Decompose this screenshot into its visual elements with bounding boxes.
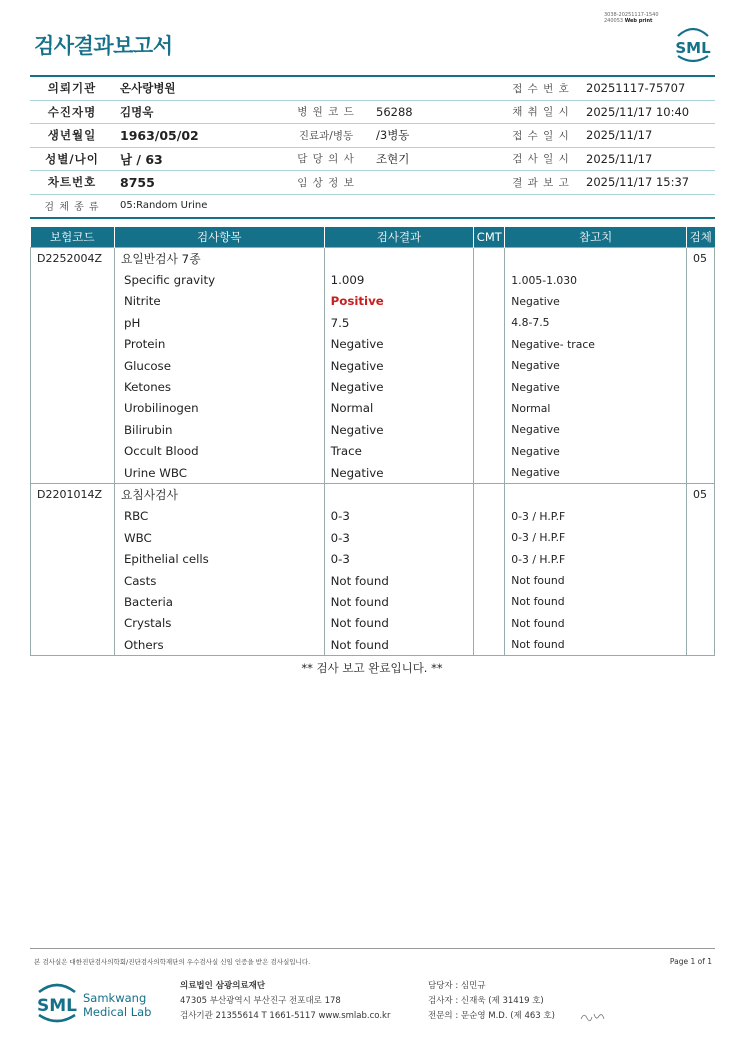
table-row: [31, 548, 715, 569]
reference-value: Not found: [505, 634, 687, 656]
cmt-cell: [474, 269, 505, 290]
test-item: RBC: [114, 506, 324, 527]
sml-logo-icon: [672, 24, 714, 64]
col-specimen: 검체: [686, 227, 714, 248]
ref-cell: [505, 484, 687, 506]
specimen-code: [686, 527, 714, 548]
specimen-code: [686, 419, 714, 440]
cmt-cell: [474, 312, 505, 333]
reference-value: 0-3 / H.P.F: [505, 506, 687, 527]
insurance-code: [31, 548, 115, 569]
birth-label: 생년월일: [30, 124, 114, 148]
reception-no-value: 20251117-75707: [580, 76, 715, 100]
hospital-code-value: 56288: [370, 100, 502, 124]
reference-value: Negative: [505, 355, 687, 376]
reference-value: Negative: [505, 441, 687, 462]
specimen-code: [686, 506, 714, 527]
patient-value: 김명욱: [114, 100, 282, 124]
cmt-cell: [474, 376, 505, 397]
print-code: 3038-20251117-1540 240053 Web print: [604, 12, 659, 24]
specimen-code: [686, 398, 714, 419]
specimen-code: [686, 376, 714, 397]
table-row: [31, 527, 715, 548]
reference-value: Negative- trace: [505, 334, 687, 355]
test-item: Bilirubin: [114, 419, 324, 440]
certification-text: 본 검사실은 대한진단검사의학회/진단검사의학재단의 우수검사실 신임 인증을 받은 검사실입니다.: [34, 958, 311, 966]
page-title: 검사결과보고서: [34, 34, 173, 58]
test-item: Urobilinogen: [114, 398, 324, 419]
hospital-code-label: 병 원 코 드: [282, 100, 370, 124]
test-item: WBC: [114, 527, 324, 548]
result-cell: [324, 248, 474, 270]
table-row: [31, 355, 715, 376]
reference-value: Not found: [505, 613, 687, 634]
test-result: Not found: [324, 570, 474, 591]
specimen-code: [686, 591, 714, 612]
org-contact: 검사기관 21355614 T 1661-5117 www.smlab.co.kr: [180, 1011, 391, 1021]
cmt-cell: [474, 484, 505, 506]
table-row: [31, 419, 715, 440]
requester-label: 의뢰기관: [30, 76, 114, 100]
specimen-code: [686, 269, 714, 290]
chart-value: 8755: [114, 171, 282, 195]
specimen-code: [686, 548, 714, 569]
ref-cell: [505, 248, 687, 270]
insurance-code: [31, 591, 115, 612]
insurance-code: [31, 570, 115, 591]
test-result: Not found: [324, 591, 474, 612]
sex-age-value: 남 / 63: [114, 147, 282, 171]
group-name: 요일반검사 7종: [114, 248, 324, 270]
footer-divider: [30, 948, 715, 949]
test-result: Negative: [324, 376, 474, 397]
insurance-code: [31, 419, 115, 440]
logo-text: SML: [675, 39, 711, 57]
cmt-cell: [474, 548, 505, 569]
test-result: Negative: [324, 419, 474, 440]
test-item: Nitrite: [114, 291, 324, 312]
test-item: Crystals: [114, 613, 324, 634]
test-result: Positive: [324, 291, 474, 312]
signers-block: [428, 979, 555, 1024]
specimen-code: [686, 570, 714, 591]
cmt-cell: [474, 506, 505, 527]
col-insurance-code: 보험코드: [31, 227, 115, 248]
insurance-code: [31, 355, 115, 376]
insurance-code: [31, 376, 115, 397]
insurance-code: [31, 291, 115, 312]
col-reference: 참고치: [505, 227, 687, 248]
table-row: [31, 398, 715, 419]
specimen-code: [686, 355, 714, 376]
cmt-cell: [474, 334, 505, 355]
cmt-cell: [474, 419, 505, 440]
lab-name-line2: Medical Lab: [83, 1005, 152, 1019]
test-item: Protein: [114, 334, 324, 355]
birth-value: 1963/05/02: [114, 124, 282, 148]
org-name: 의료법인 삼광의료재단: [180, 981, 266, 991]
specimen-code: [686, 613, 714, 634]
reception-no-label: 접 수 번 호: [502, 76, 580, 100]
specimen-code: [686, 462, 714, 484]
sex-age-label: 성별/나이: [30, 147, 114, 171]
org-address: 47305 부산광역시 부산진구 전포대로 178: [180, 996, 341, 1006]
test-result: Not found: [324, 634, 474, 656]
requester-value: 온사랑병원: [114, 76, 282, 100]
test-item: Bacteria: [114, 591, 324, 612]
test-result: 7.5: [324, 312, 474, 333]
test-item: Ketones: [114, 376, 324, 397]
test-result: 0-3: [324, 548, 474, 569]
clinical-label: 임 상 정 보: [282, 171, 370, 195]
reference-value: Negative: [505, 419, 687, 440]
chart-label: 차트번호: [30, 171, 114, 195]
test-item: Occult Blood: [114, 441, 324, 462]
test-item: Urine WBC: [114, 462, 324, 484]
test-item: Casts: [114, 570, 324, 591]
test-result: Negative: [324, 334, 474, 355]
specimen-code: 05: [686, 484, 714, 506]
group-name: 요침사검사: [114, 484, 324, 506]
tester-line: 검사자 : 신재욱 (제 31419 호): [428, 996, 544, 1006]
insurance-code: D2201014Z: [31, 484, 115, 506]
specimen-label: 검 체 종 류: [30, 194, 114, 218]
doctor-label: 담 당 의 사: [282, 147, 370, 171]
specimen-code: 05: [686, 248, 714, 270]
test-result: Negative: [324, 355, 474, 376]
col-result: 검사결과: [324, 227, 474, 248]
result-cell: [324, 484, 474, 506]
reference-value: Negative: [505, 376, 687, 397]
table-row: [31, 376, 715, 397]
tested-value: 2025/11/17: [580, 147, 715, 171]
specimen-code: [686, 441, 714, 462]
specimen-code: [686, 634, 714, 656]
received-value: 2025/11/17: [580, 124, 715, 148]
table-row: [31, 269, 715, 290]
insurance-code: [31, 462, 115, 484]
cmt-cell: [474, 591, 505, 612]
insurance-code: [31, 334, 115, 355]
cmt-cell: [474, 462, 505, 484]
test-result: Normal: [324, 398, 474, 419]
dept-label: 진료과/병동: [282, 124, 370, 148]
results-table: [30, 227, 715, 656]
reference-value: 0-3 / H.P.F: [505, 527, 687, 548]
insurance-code: [31, 269, 115, 290]
test-item: Glucose: [114, 355, 324, 376]
collected-value: 2025/11/17 10:40: [580, 100, 715, 124]
manager-line: 담당자 : 심민규: [428, 981, 486, 991]
reference-value: 1.005-1.030: [505, 269, 687, 290]
insurance-code: [31, 634, 115, 656]
insurance-code: [31, 398, 115, 419]
test-item: pH: [114, 312, 324, 333]
test-result: 1.009: [324, 269, 474, 290]
col-cmt: CMT: [474, 227, 505, 248]
insurance-code: D2252004Z: [31, 248, 115, 270]
reference-value: Not found: [505, 570, 687, 591]
signature-icon: [579, 1010, 609, 1024]
cmt-cell: [474, 398, 505, 419]
cmt-cell: [474, 291, 505, 312]
cmt-cell: [474, 248, 505, 270]
group-row: [31, 248, 715, 270]
specialist-line: 전문의 : 문순영 M.D. (제 463 호): [428, 1011, 555, 1021]
cmt-cell: [474, 613, 505, 634]
col-test-item: 검사항목: [114, 227, 324, 248]
patient-label: 수진자명: [30, 100, 114, 124]
table-row: [31, 506, 715, 527]
cmt-cell: [474, 570, 505, 591]
page-number: Page 1 of 1: [669, 957, 712, 966]
test-result: Trace: [324, 441, 474, 462]
reference-value: Negative: [505, 462, 687, 484]
table-row: [31, 462, 715, 484]
test-item: Specific gravity: [114, 269, 324, 290]
test-result: 0-3: [324, 527, 474, 548]
reported-label: 결 과 보 고: [502, 171, 580, 195]
table-row: [31, 591, 715, 612]
patient-info-table: [30, 75, 715, 219]
test-item: Others: [114, 634, 324, 656]
test-result: Not found: [324, 613, 474, 634]
insurance-code: [31, 613, 115, 634]
group-row: [31, 484, 715, 506]
org-block: [180, 979, 390, 1024]
reported-value: 2025/11/17 15:37: [580, 171, 715, 195]
test-result: Negative: [324, 462, 474, 484]
reference-value: Not found: [505, 591, 687, 612]
insurance-code: [31, 312, 115, 333]
test-item: Epithelial cells: [114, 548, 324, 569]
insurance-code: [31, 506, 115, 527]
collected-label: 채 취 일 시: [502, 100, 580, 124]
received-label: 접 수 일 시: [502, 124, 580, 148]
lab-name-line1: Samkwang: [83, 991, 147, 1005]
reference-value: Negative: [505, 291, 687, 312]
cmt-cell: [474, 527, 505, 548]
reference-value: Normal: [505, 398, 687, 419]
reference-value: 0-3 / H.P.F: [505, 548, 687, 569]
table-row: [31, 334, 715, 355]
table-row: [31, 634, 715, 656]
table-row: [31, 441, 715, 462]
tested-label: 검 사 일 시: [502, 147, 580, 171]
reference-value: 4.8-7.5: [505, 312, 687, 333]
specimen-code: [686, 334, 714, 355]
table-row: [31, 613, 715, 634]
specimen-code: [686, 291, 714, 312]
doctor-value: 조현기: [370, 147, 502, 171]
table-row: [31, 570, 715, 591]
insurance-code: [31, 527, 115, 548]
cmt-cell: [474, 634, 505, 656]
cmt-cell: [474, 441, 505, 462]
dept-value: /3병동: [370, 124, 502, 148]
cmt-cell: [474, 355, 505, 376]
clinical-value: [370, 171, 502, 195]
specimen-value: 05:Random Urine: [114, 194, 715, 218]
samkwang-logo-icon: [36, 980, 156, 1026]
specimen-code: [686, 312, 714, 333]
table-row: [31, 312, 715, 333]
insurance-code: [31, 441, 115, 462]
footer-logo-text: SML: [37, 996, 77, 1016]
test-result: 0-3: [324, 506, 474, 527]
table-row: [31, 291, 715, 312]
completion-note: ** 검사 보고 완료입니다. **: [301, 661, 443, 675]
